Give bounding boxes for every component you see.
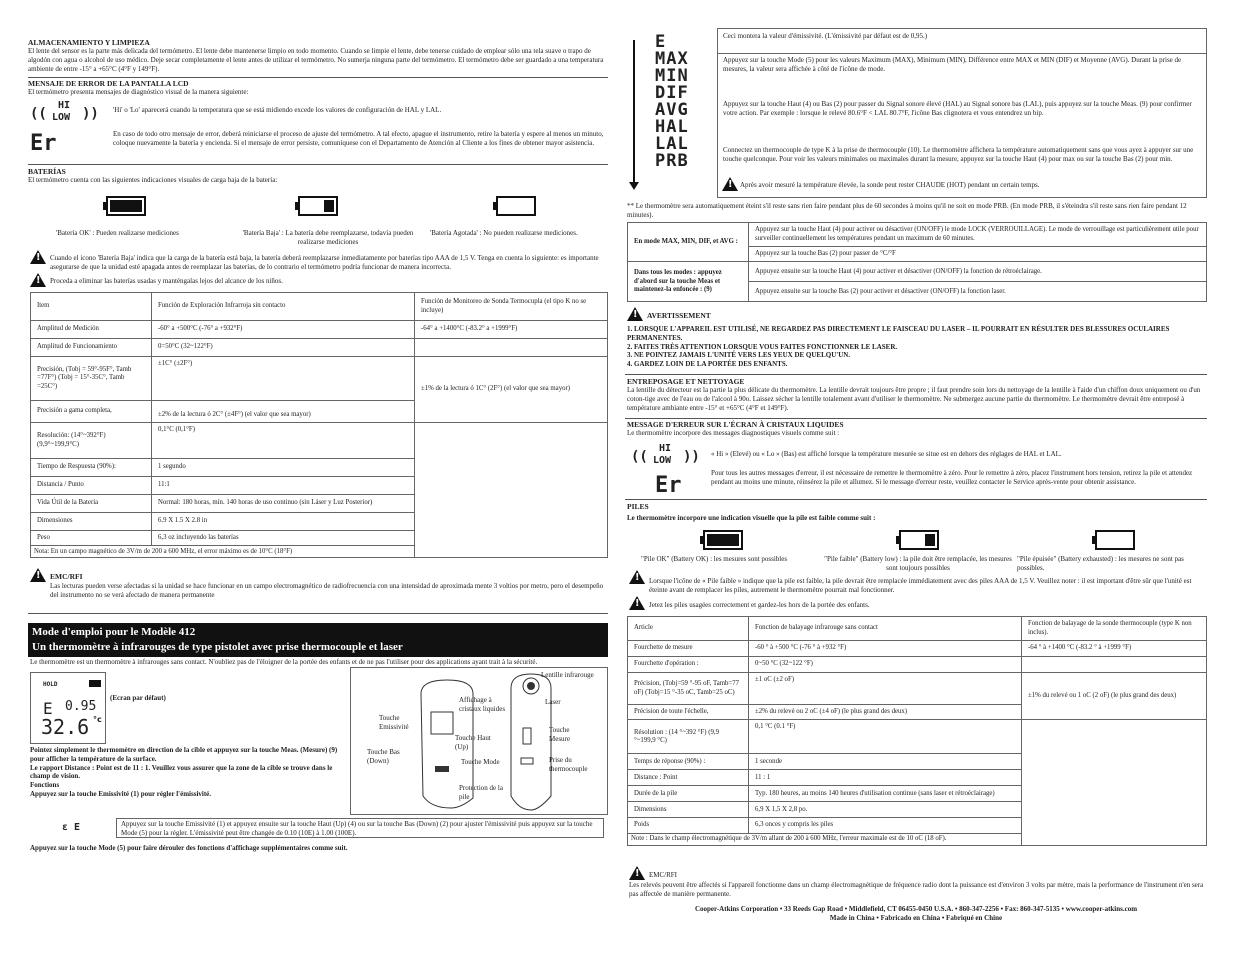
error-section — [28, 79, 608, 97]
spec-row: Peso 6,3 oz incluyendo las baterías — [31, 531, 608, 546]
mode-row: En mode MAX, MIN, DIF, et AVG : Appuyez sur la touche Haut (4) pour activer ou désactiver (ON/OFF) le mode LOCK (VERROUILLAGE). Le mode de verrouillage est particulièrement utile pour surveiller continuellement les températures pendant un maximum de 60 minutes. — [628, 223, 1207, 247]
laser-warning-list: 1. LORSQUE L'APPAREIL EST UTILISÉ, NE REGARDEZ PAS DIRECTEMENT LE FAISCEAU DU LASER – IL POURRAIT EN RÉSULTER DES BLESSURES OCULAIRES PERMANENTES. 2. FAITES TRÈS ATTENTION LORSQUE VOUS FAITES FONCTIONNER LE LASER. 3. NE POINTEZ JAMAIS L'UNITÉ VERS LES YEUX DE QUELQU'UN. 4. GARDEZ LOIN DE LA PORTÉE DES ENFANTS. — [627, 325, 1170, 368]
battery-ok-icon — [703, 530, 743, 553]
label-thermocouple-jack: Prise du thermocouple — [549, 756, 588, 773]
emc-text: Las lecturas pueden verse afectadas si la unidad se hace funcionar en un campo electromagnético de radiofrecuencia con una intensidad de aproximada mente 3 voltios por metro, pero el desempeño del instrumento no se verá afectado de manera permanente — [50, 582, 604, 599]
label-mode-key: Touche Mode — [461, 758, 500, 766]
mode-avg: AVG — [655, 100, 689, 120]
warning-icon — [30, 250, 46, 264]
lcd-temperature-value: 32.6 — [41, 715, 90, 739]
footer-made-in: Made in China • Fabricado en China • Fabriqué en Chine — [829, 914, 1003, 922]
label-emissivity-key: Touche Emissivité — [379, 714, 409, 731]
storage-section-fr: ENTREPOSAGE ET NETTOYAGE La lentille du détecteur est la partie la plus délicate du thermomètre. La lentille devrait toujours être propre ; il faut prendre soin lors du nettoyage de la lentille à l'aide d'un chiffon doux uniquement ou d'un coton-tige avec de l'eau ou de l'alcool à 90o. Laissez sécher la lentille totalement avant d'utiliser le thermomètre. Ne submergez aucune partie du thermomètre. Le thermomètre devrait être entreposé à température ambiante entre -15° et +65°C (4°F et 149°F). — [627, 377, 1201, 412]
battery-ok-icon — [106, 196, 146, 219]
label-laser: Laser — [545, 698, 561, 706]
label-meas-key: Touche Mesure — [549, 726, 570, 743]
spec-row: Precisión a gama completa, ±2% de la lectura ó 2C° (±4F°) (el valor que sea mayor) — [31, 401, 608, 423]
spec-row: Resolución: (14°~392°F) (9,9°~199,9°C) 0,1°C (0,1°F) — [31, 423, 608, 459]
battery-empty-icon — [1095, 530, 1135, 553]
battery-ok-caption: 'Batería OK' : Pueden realizarse mediciones — [56, 229, 179, 237]
spec-row: Distance : Point 11 : 1 — [628, 770, 1207, 786]
lcd-unit: °c — [93, 715, 102, 724]
mode-row: Appuyez sur la touche Bas (2) pour passer de °C/°F — [628, 247, 1207, 262]
divider — [28, 77, 608, 78]
mode-hal: HAL — [655, 117, 689, 137]
spec-row: Tiempo de Respuesta (90%): 1 segundo — [31, 459, 608, 477]
spec-row: Précision, (Tobj=59 °-95 oF, Tamb=77 oF) (Tobj=15 °-35 oC, Tamb=25 oC) ±1 oC (±2 oF) ±1% du relevé ou 1 oC (2 oF) (le plus grand des deux) — [628, 673, 1207, 705]
error-section-fr: MESSAGE D'ERREUR SUR L'ÉCRAN À CRISTAUX LIQUIDES Le thermomètre incorpore des messages diagnostiques visuels comme suit : — [627, 420, 844, 438]
spec-row: Précision de toute l'échelle, ±2% du relevé ou 2 oC (±4 oF) (le plus grand des deux) — [628, 705, 1207, 720]
desc-max-min: Appuyez sur la touche Mode (5) pour les valeurs Maximum (MAX), Minimum (MIN), Différence entre MAX et MIN (DIF) et Moyenne (AVG). Durant la prise de mesures, la valeur sera affichée à côté de l'icône de mode. — [723, 56, 1182, 73]
segment-mode-list — [655, 34, 719, 170]
battery-intro: El termómetro cuenta con las siguientes indicaciones visuales de carga baja de la batería: — [28, 176, 278, 185]
spec-note-row: Nota: En un campo magnético de 3V/m de 200 a 600 MHz, el error máximo es de 10°C (18°F) — [31, 546, 608, 558]
er-text-fr: Pour tous les autres messages d'erreur, il est nécessaire de remettre le thermomètre à zéro. Pour le remettre à zéro, placez l'instrument hors tension, retirez la pile et attendez pendant au moins une minute, réinsérez la pile et allumez. Si le message d'erreur reste, veuillez contacter le Service après-vente pour obtenir assistance. — [711, 469, 1193, 486]
label-display: Affichage à cristaux liquides — [459, 696, 506, 713]
spec-table-es — [30, 292, 608, 558]
lcd-e: E — [43, 699, 53, 718]
mode-dif: DIF — [655, 83, 689, 103]
desc-emissivity: Ceci montera la valeur d'émissivité. (L'émissivité par défaut est de 0,95.) — [718, 29, 1206, 54]
lcd-emissivity-value: 0.95 — [65, 699, 97, 714]
spec-header-row: Item Función de Exploración Infrarroja sin contacto Función de Monitoreo de Sonda Termocupla (el tipo K no se incluye) — [31, 293, 608, 321]
desc-prb: Connectez un thermocouple de type K à la prise de thermocouple (10). Le thermomètre affichera la température automatiquement sans que vous ayez à appuyer sur une touche quelconque. Pour voir les valeurs minimales ou maximales durant la mesure, appuyez sur la touche Haut (4) pour max ou sur la touche Bas (2) pour min. — [723, 146, 1194, 163]
footer-address: Cooper-Atkins Corporation • 33 Reeds Gap Road • Middlefield, CT 06455-0450 U.S.A. • 860-347-2256 • Fax: 860-347-5135 • www.cooper-atkins.com — [694, 905, 1138, 913]
mode-max: MAX — [655, 49, 689, 69]
storage-text: El lente del sensor es la parte más delicada del termómetro. El lente debe mantenerse limpio en todo momento. Cuando se limpie el lente, debe tenerse cuidado de emplear sólo una tela suave o trapo de algodón con agua o alcohol de uso médico. Deje secar completamente el lente antes de utilizar el termómetro. No sumerja ninguna parte del termómetro. El termómetro debe ser guardado a una temperatura ambiente de entre -15° a +65°C (4°F y 149°F). — [28, 47, 604, 73]
pile-warning-2: Jetez les piles usagées correctement et gardez-les hors de la portée des enfants. — [649, 601, 870, 609]
warning-icon — [629, 866, 645, 880]
warning-title: AVERTISSEMENT — [647, 311, 711, 320]
spec-row: Temps de réponse (90%) : 1 seconde — [628, 754, 1207, 770]
spec-header-row: Article Fonction de balayage infrarouge sans contact Fonction de balayage de la sonde thermocouple (type K non inclus). — [628, 617, 1207, 641]
manual-title-2: Un thermomètre à infrarouges de type pistolet avec prise thermocouple et laser — [32, 640, 403, 653]
functions-label: Fonctions — [30, 781, 60, 789]
battery-empty-caption: 'Batería Agotada' : No pueden realizarse mediciones. — [430, 229, 578, 237]
error-title: MENSAJE DE ERROR DE LA PANTALLA LCD — [28, 79, 189, 88]
hi-low-icon: (( HI LOW )) — [30, 100, 99, 123]
battery-empty-icon — [496, 196, 536, 219]
default-screen-label: (Ecran par défaut) — [110, 694, 166, 702]
hi-lo-text-fr: « Hi » (Elevé) ou « Lo » (Bas) est affiché lorsque la température mesurée se situe est en dehors des réglages de HAL et LAL. — [711, 450, 1062, 458]
pile-warning-1: Lorsque l'icône de « Pile faible » indique que la pile est faible, la pile devrait être remplacée immédiatement avec des piles AAA de 1,5 V. Veuillez noter : il est important d'être sûr que l'unité est éteinte avant de remplacer les piles, autrement le thermomètre pourrait mal fonctionner. — [649, 577, 1192, 594]
storage-title: ALMACENAMIENTO Y LIMPIEZA — [28, 38, 150, 47]
manual-instructions — [30, 746, 348, 799]
scroll-arrow-icon — [633, 40, 635, 186]
manual-banner — [28, 623, 608, 657]
pile-empty-caption: "Pile épuisée" (Battery exhausted) : les mesures ne sont pas possibles. — [1017, 555, 1184, 572]
mode-description-box — [717, 28, 1207, 198]
auto-off-note: ** Le thermomètre sera automatiquement éteint s'il reste sans rien faire pendant plus de 60 secondes à moins qu'il ne soit en mode PRB. (En mode PRB, il s'éteindra s'il reste sans rien faire pendant 12 minutes). — [627, 202, 1187, 219]
error-er-icon: Er — [655, 473, 682, 498]
warning-icon — [722, 177, 738, 191]
emissivity-text: Appuyez sur la touche Emissivité (1) et appuyez ensuite sur la touche Haut (Up) (4) ou sur la touche Bas (Down) (2) pour ajuster l'émissivité puis appuyez sur la touche Mode (5) pour la régler. L'émissivité peut être changée de 0.10 (10E) à 1.00 (100E). — [116, 818, 604, 838]
emc-title-fr: EMC/RFI — [649, 871, 678, 879]
spec-row: Poids 6,3 onces y compris les piles — [628, 818, 1207, 833]
spec-row: Amplitud de Medición -60° a +500°C (-76° a +932°F) -64° a +1400°C (-83.2° a +1999°F) — [31, 321, 608, 339]
spec-row: Vida Útil de la Batería Normal: 180 horas, mín. 140 horas de uso continuo (sin Láser y Luz Posterior) — [31, 495, 608, 513]
battery-section — [28, 167, 608, 185]
warning-icon — [30, 273, 46, 287]
spec-note-row: Note : Dans le champ électromagnétique de 3V/m allant de 200 à 600 MHz, l'erreur maximale est de 10 oC (18 oF). — [628, 833, 1207, 845]
spec-row: Amplitud de Funcionamiento 0=50°C (32~122°F) — [31, 339, 608, 357]
warning-icon — [629, 596, 645, 610]
label-down-key: Touche Bas (Down) — [367, 748, 400, 765]
divider — [625, 374, 1207, 375]
spec-row: Dimensiones 6.9 X 1.5 X 2.8 in — [31, 513, 608, 531]
mode-row: Appuyez ensuite sur la touche Bas (2) pour activer et désactiver (ON/OFF) la fonction laser. — [628, 282, 1207, 302]
hi-low-icon: (( HI LOW )) — [631, 443, 700, 466]
battery-low-caption: 'Batería Baja' : La batería debe reemplazarse, todavía pueden realizarse mediciones — [242, 229, 414, 246]
mode-table — [627, 222, 1207, 302]
lcd-battery-icon — [89, 680, 101, 687]
mode-scroll-line: Appuyez sur la touche Mode (5) pour faire dérouler des fonctions d'affichage supplémentaires comme suit. — [30, 844, 348, 852]
error-er-icon: Er — [30, 131, 57, 156]
pile-ok-caption: "Pile OK" (Battery OK) : les mesures sont possibles — [641, 555, 788, 563]
divider — [625, 418, 1207, 419]
instruction-emissivity: Appuyez sur la touche Emissivité (1) pour régler l'émissivité. — [30, 789, 212, 798]
lcd-hold: HOLD — [43, 681, 58, 688]
error-intro: El termómetro presenta mensajes de diagnóstico visual de la manera siguiente: — [28, 88, 249, 97]
battery-low-icon — [899, 530, 939, 553]
mode-e: E — [655, 32, 667, 52]
mode-lal: LAL — [655, 134, 689, 154]
storage-section — [28, 38, 608, 74]
manual-intro: Le thermomètre est un thermomètre à infrarouges sans contact. N'oubliez pas de l'éloigner de la portée des enfants et de ne pas l'utiliser pour des applications ayant trait à la sécurité. — [30, 658, 538, 666]
piles-title: PILES — [627, 502, 649, 511]
battery-low-icon — [298, 196, 338, 219]
mode-row: Dans tous les modes : appuyez d'abord sur la touche Meas et maintenez-la enfoncée : (9) Appuyez ensuite sur la touche Haut (4) pour activer et désactiver (ON/OFF) la fonction de rétroéclairage. — [628, 262, 1207, 282]
pile-low-caption: "Pile faible" (Battery low) : la pile doit être remplacée, les mesures sont toujours possibles — [824, 555, 1012, 572]
label-up-key: Touche Haut (Up) — [455, 734, 491, 751]
warning-icon — [30, 568, 46, 582]
divider — [28, 164, 608, 165]
spec-table-fr — [627, 616, 1207, 846]
battery-title: BATERÍAS — [28, 167, 66, 176]
er-text: En caso de todo otro mensaje de error, deberá reiniciarse el proceso de ajuste del termómetro. A tal efecto, apague el instrumento, retire la batería y espere al menos un minuto, coloque nuevamente la batería y encienda. Si el mensaje de error persiste, comuníquese con el Departamento de Atención al Cliente a los fines de obtener mayor asistencia. — [113, 130, 604, 147]
divider — [625, 499, 1207, 500]
emissivity-symbol: ε E — [62, 822, 81, 833]
label-infrared-lens: Lentille infrarouge — [541, 671, 594, 679]
mode-min: MIN — [655, 66, 689, 86]
desc-hal-lal: Appuyez sur la touche Haut (4) ou Bas (2) pour passer du Signal sonore élevé (HAL) au Signal sonore bas (LAL), puis appuyez sur la touche Meas. (9) pour confirmer votre action. Par exemple : lorsque le relevé 80.6°F < LAL 80.7°F, l'icône Bas clignotera et vous entendrez un bip. — [723, 100, 1192, 117]
spec-row: Fourchette d'opération : 0~50 °C (32~122 °F) — [628, 657, 1207, 673]
hi-lo-text: 'Hi' o 'Lo' aparecerá cuando la temperatura que se está midiendo excede los valores de configuración de HAL y LAL. — [113, 106, 442, 114]
spec-row: Résolution : (14 °~392 °F) (9,9 °~199,9 °C) 0,1 °C (0.1 °F) — [628, 720, 1207, 754]
emc-title: EMC/RFI — [50, 572, 83, 581]
instruction-aim: Pointez simplement le thermomètre en direction de la cible et appuyez sur la touche Meas. (Mesure) (9) pour afficher la température de la surface. — [30, 746, 338, 763]
spec-row: Precisión, (Tobj = 59°-95F°, Tamb =77F°) (Tobj = 15°-35C°, Tamb =25C°) ±1C° (±2F°) ±1% de la lectura ó 1C° (2F°) (el valor que sea mayor) — [31, 357, 608, 401]
spec-row: Fourchette de mesure -60 ° à +500 °C (-76 ° à +932 °F) -64 ° à +1400 °C (-83.2 ° à +1999 °F) — [628, 641, 1207, 657]
warning-icon — [627, 307, 643, 321]
lcd-display — [30, 672, 106, 744]
label-battery-cover: Protection de la pile — [459, 784, 503, 801]
battery-warning-1: Cuando el icono 'Batería Baja' indica que la carga de la batería está baja, la batería deberá reemplazarse inmediatamente por baterías tipo AAA de 1,5 V. Tenga en cuenta lo siguiente: es importante asegurarse de que la unidad esté apagada antes de reemplazar las baterías, de lo contrario el termómetro podría funcionar de manera incorrecta. — [50, 254, 599, 271]
emissivity-box — [30, 818, 606, 840]
warning-icon — [629, 570, 645, 584]
spec-row: Dimensions 6,9 X 1,5 X 2,8 po. — [628, 802, 1207, 818]
spec-row: Durée de la pile Typ. 180 heures, au moins 140 heures d'utilisation continue (sans laser et rétroéclairage) — [628, 786, 1207, 802]
battery-warning-2: Proceda a eliminar las baterías usadas y manténgalas lejos del alcance de los niños. — [50, 277, 283, 285]
instruction-distance: Le rapport Distance : Point est de 11 : 1. Veuillez vous assurer que la zone de la cible se trouve dans le champ de vision. — [30, 763, 333, 781]
thermometer-diagram — [350, 667, 608, 815]
divider — [28, 613, 608, 614]
arrow-down-icon — [629, 182, 639, 190]
spec-row: Distancia / Punto 11:1 — [31, 477, 608, 495]
manual-title-1: Mode d'emploi pour le Modèle 412 — [32, 626, 196, 638]
emc-text-fr: Les relevés peuvent être affectés si l'appareil fonctionne dans un champ électromagnétique de fréquence radio dont la puissance est d'environ 3 volts par mètre, mais la performance de l'instrument n'en sera pas affectée de manière permanente. — [629, 881, 1204, 898]
piles-intro: Le thermomètre incorpore une indication visuelle que la pile est faible comme suit : — [627, 514, 876, 522]
mode-prb: PRB — [655, 151, 689, 171]
desc-hot-probe: Après avoir mesuré la température élevée, la sonde peut rester CHAUDE (HOT) pendant un certain temps. — [740, 181, 1040, 189]
